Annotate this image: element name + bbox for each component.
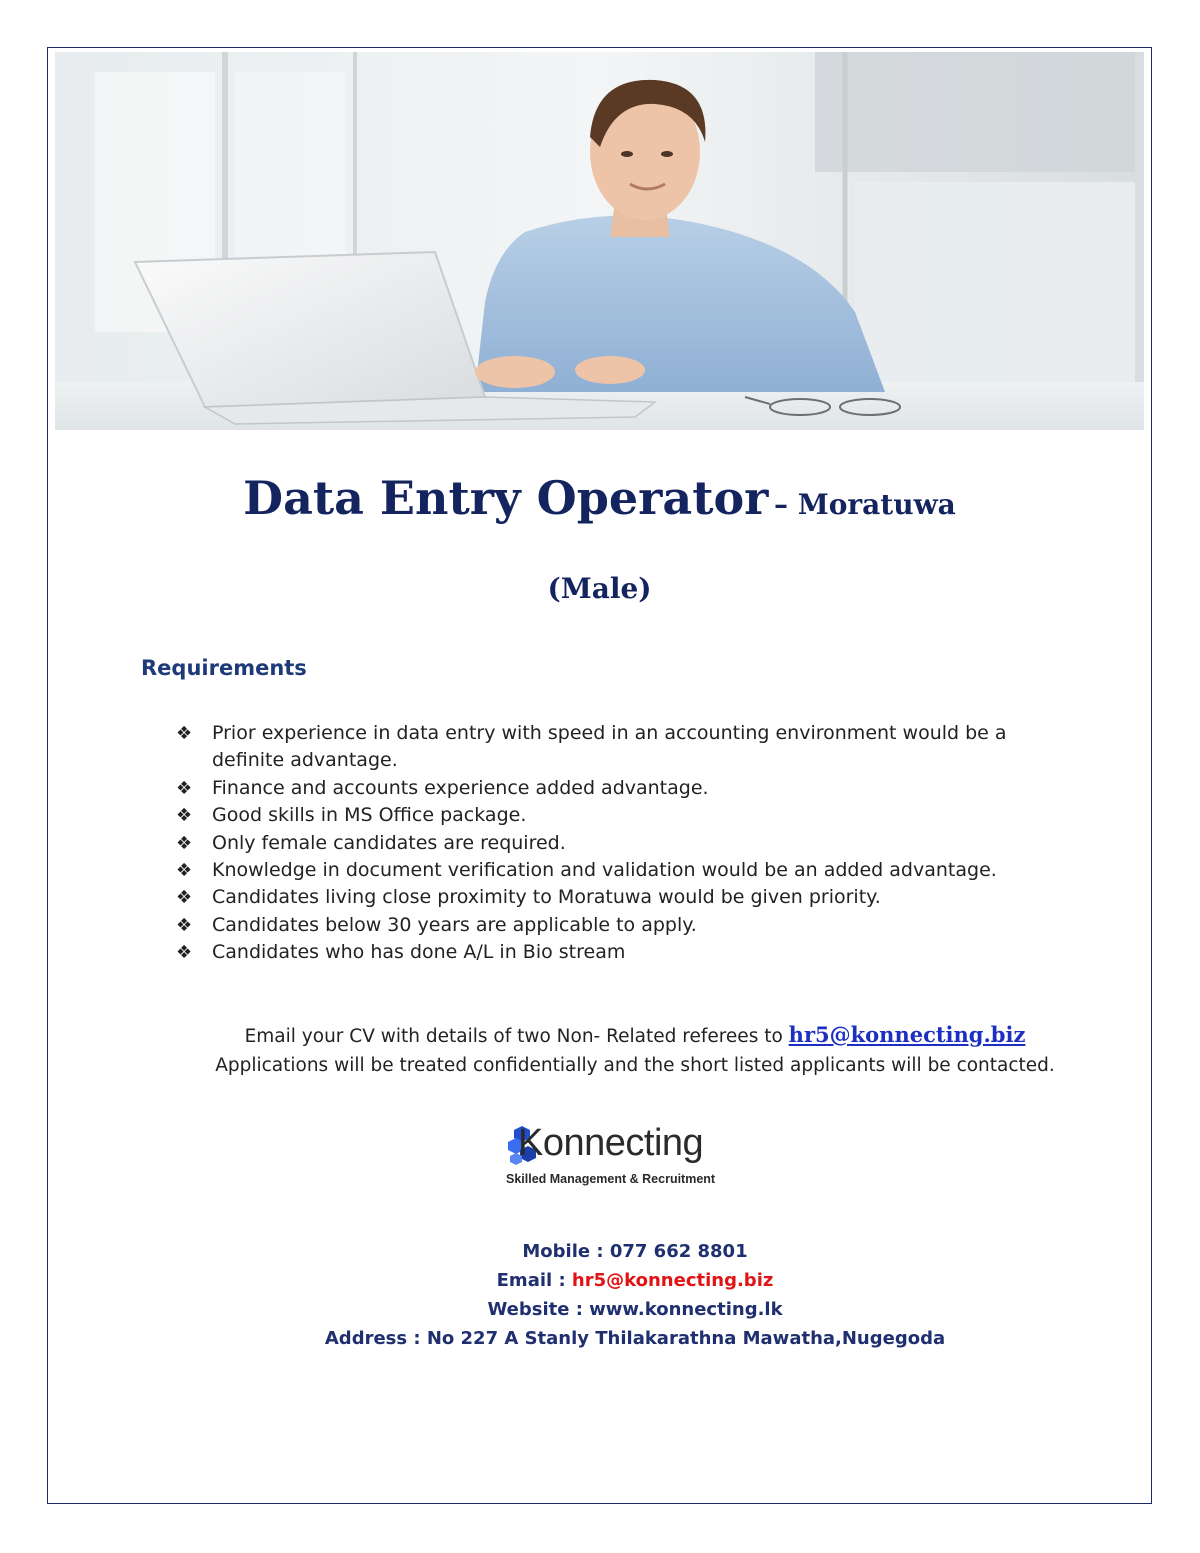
apply-line-2: Applications will be treated confidentially and the short listed applicants will be contacted. — [215, 1055, 1055, 1076]
diamond-bullet-icon: ❖ — [176, 860, 193, 882]
requirement-text: Candidates below 30 years are applicable to apply. — [212, 913, 697, 936]
contact-mobile — [20, 1237, 1200, 1266]
requirement-text: Good skills in MS Office package. — [212, 804, 527, 827]
list-item — [176, 884, 1056, 911]
address-label: Address : — [324, 1328, 427, 1349]
requirement-text: Candidates living close proximity to Moratuwa would be given priority. — [212, 886, 881, 909]
list-item — [176, 720, 1056, 775]
diamond-bullet-icon: ❖ — [176, 805, 193, 827]
diamond-bullet-icon: ❖ — [176, 887, 193, 909]
email-value[interactable]: hr5@konnecting.biz — [571, 1270, 774, 1291]
website-label: Website : — [487, 1299, 590, 1320]
job-title-line — [55, 468, 1144, 539]
apply-prefix: Email your CV with details of two Non- Related referees to — [244, 1026, 789, 1047]
job-title: Data Entry Operator — [243, 471, 769, 525]
website-value[interactable]: www.konnecting.lk — [589, 1299, 783, 1320]
list-item — [176, 939, 1056, 966]
office-worker-laptop-photo — [55, 52, 1144, 430]
requirements-list — [176, 720, 1056, 967]
logo-tagline: Skilled Management & Recruitment — [506, 1172, 716, 1186]
job-location: – Moratuwa — [773, 488, 956, 521]
hero-image — [55, 52, 1144, 430]
requirement-text: Only female candidates are required. — [212, 831, 566, 854]
mobile-value: 077 662 8801 — [609, 1241, 748, 1262]
diamond-bullet-icon: ❖ — [176, 723, 193, 744]
requirement-text: Prior experience in data entry with speed in an accounting environment would be a definite advantage. — [212, 722, 1007, 772]
list-item — [176, 830, 1056, 857]
contact-email — [20, 1266, 1200, 1295]
diamond-bullet-icon: ❖ — [176, 914, 193, 936]
list-item — [176, 775, 1056, 802]
konnecting-logo — [490, 1112, 784, 1212]
list-item — [176, 912, 1056, 939]
mobile-label: Mobile : — [522, 1241, 610, 1262]
requirement-text: Candidates who has done A/L in Bio stream — [212, 941, 626, 964]
requirement-text: Finance and accounts experience added advantage. — [212, 776, 709, 799]
job-gender: (Male) — [547, 572, 652, 605]
logo-wordmark: Konnecting — [518, 1122, 704, 1164]
diamond-bullet-icon: ❖ — [176, 942, 193, 964]
apply-line-1 — [200, 1020, 1070, 1051]
requirement-text: Knowledge in document verification and validation would be an added advantage. — [212, 859, 997, 882]
requirements-heading: Requirements — [141, 656, 307, 680]
apply-email-link[interactable]: hr5@konnecting.biz — [788, 1022, 1026, 1047]
diamond-bullet-icon: ❖ — [176, 777, 193, 799]
apply-instructions — [200, 1020, 1070, 1080]
job-title-block — [55, 468, 1144, 609]
list-item — [176, 802, 1056, 829]
email-label: Email : — [496, 1270, 572, 1291]
list-item — [176, 857, 1056, 884]
contact-website — [20, 1295, 1200, 1324]
contact-address — [20, 1324, 1200, 1353]
diamond-bullet-icon: ❖ — [176, 832, 193, 854]
contact-block — [20, 1237, 1200, 1353]
address-value: No 227 A Stanly Thilakarathna Mawatha,Nugegoda — [426, 1328, 946, 1349]
